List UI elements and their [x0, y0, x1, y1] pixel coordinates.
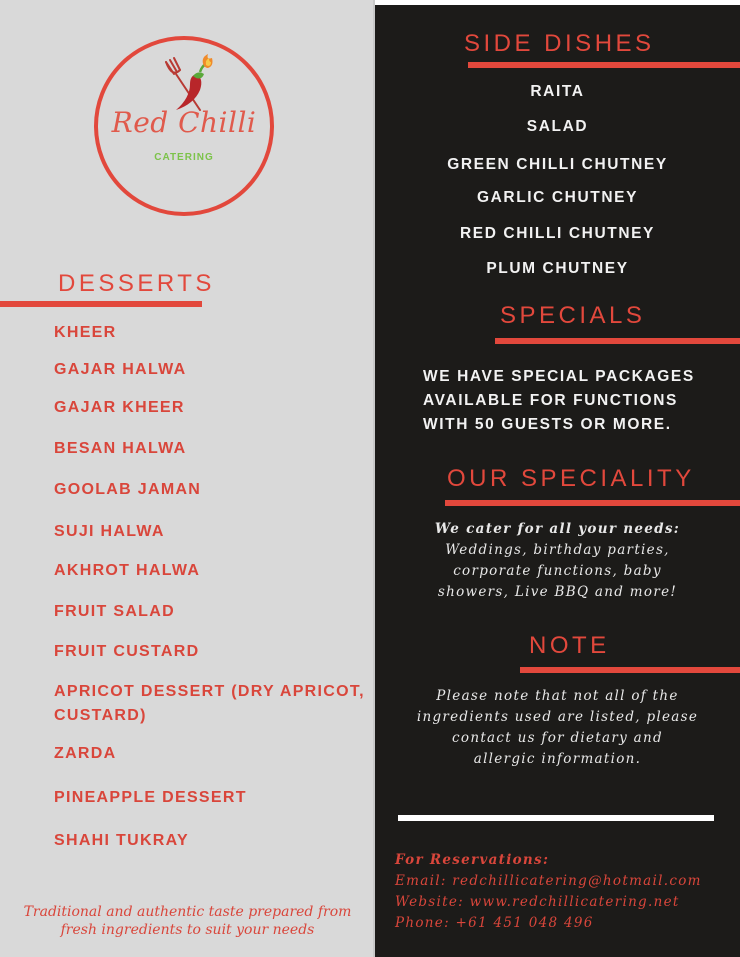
- speciality-line: Weddings, birthday parties,: [445, 542, 670, 558]
- specials-heading: SPECIALS: [500, 302, 646, 329]
- side-dishes-divider: [468, 62, 740, 68]
- dessert-item: GAJAR KHEER: [54, 399, 185, 416]
- logo: [94, 36, 274, 216]
- speciality-text: [375, 519, 740, 603]
- note-line: Please note that not all of the: [436, 688, 679, 704]
- note-heading: NOTE: [529, 632, 610, 659]
- dessert-item: FRUIT SALAD: [54, 603, 175, 620]
- side-dish-item: RAITA: [530, 83, 585, 100]
- chilli-fork-flame-icon: [160, 52, 220, 114]
- side-dish-item: PLUM CHUTNEY: [486, 260, 629, 277]
- reservations-website[interactable]: Website: www.redchillicatering.net: [395, 894, 680, 910]
- specials-line: WITH 50 GUESTS OR MORE.: [423, 416, 672, 433]
- dessert-item: PINEAPPLE DESSERT: [54, 789, 247, 806]
- reservations: [395, 850, 702, 934]
- tagline: [0, 903, 375, 939]
- note-line: ingredients used are listed, please: [416, 709, 699, 725]
- side-dishes-heading: SIDE DISHES: [464, 30, 655, 57]
- specials-line: AVAILABLE FOR FUNCTIONS: [423, 392, 678, 409]
- dessert-item: GOOLAB JAMAN: [54, 481, 202, 498]
- note-text: [375, 686, 740, 770]
- specials-line: WE HAVE SPECIAL PACKAGES: [423, 368, 695, 385]
- reservations-phone[interactable]: Phone: +61 451 048 496: [395, 915, 594, 931]
- note-divider: [520, 667, 740, 673]
- tagline-line: fresh ingredients to suit your needs: [60, 922, 315, 938]
- speciality-divider: [445, 500, 740, 506]
- desserts-divider: [0, 301, 202, 307]
- note-line: contact us for dietary and: [452, 730, 663, 746]
- dessert-item: GAJAR HALWA: [54, 361, 187, 378]
- dessert-item: SHAHI TUKRAY: [54, 832, 190, 849]
- dessert-item: SUJI HALWA: [54, 523, 165, 540]
- specials-text: [423, 365, 695, 437]
- dessert-item: BESAN HALWA: [54, 440, 187, 457]
- speciality-heading: OUR SPECIALITY: [447, 465, 695, 492]
- side-dish-item: SALAD: [526, 118, 589, 135]
- tagline-line: Traditional and authentic taste prepared from: [23, 904, 352, 920]
- logo-subtitle: CATERING: [154, 152, 214, 163]
- side-dish-item: GREEN CHILLI CHUTNEY: [447, 156, 668, 173]
- speciality-line: corporate functions, baby: [453, 563, 662, 579]
- logo-name: Red Chilli: [111, 106, 257, 139]
- side-dish-item: RED CHILLI CHUTNEY: [460, 225, 655, 242]
- dessert-item: KHEER: [54, 324, 117, 341]
- dessert-item: ZARDA: [54, 745, 117, 762]
- contact-divider: [398, 815, 714, 821]
- reservations-heading: For Reservations:: [395, 852, 550, 868]
- note-line: allergic information.: [473, 751, 642, 767]
- dessert-item: APRICOT DESSERT (DRY APRICOT,: [54, 683, 365, 700]
- specials-divider: [495, 338, 740, 344]
- reservations-email[interactable]: Email: redchillicatering@hotmail.com: [395, 873, 702, 889]
- speciality-line: showers, Live BBQ and more!: [437, 584, 678, 600]
- side-dish-item: GARLIC CHUTNEY: [476, 189, 639, 206]
- dessert-item: FRUIT CUSTARD: [54, 643, 200, 660]
- desserts-heading: DESSERTS: [58, 270, 215, 297]
- speciality-lead: We cater for all your needs:: [434, 521, 681, 537]
- dessert-item: AKHROT HALWA: [54, 562, 201, 579]
- dessert-item-continued: CUSTARD): [54, 707, 147, 724]
